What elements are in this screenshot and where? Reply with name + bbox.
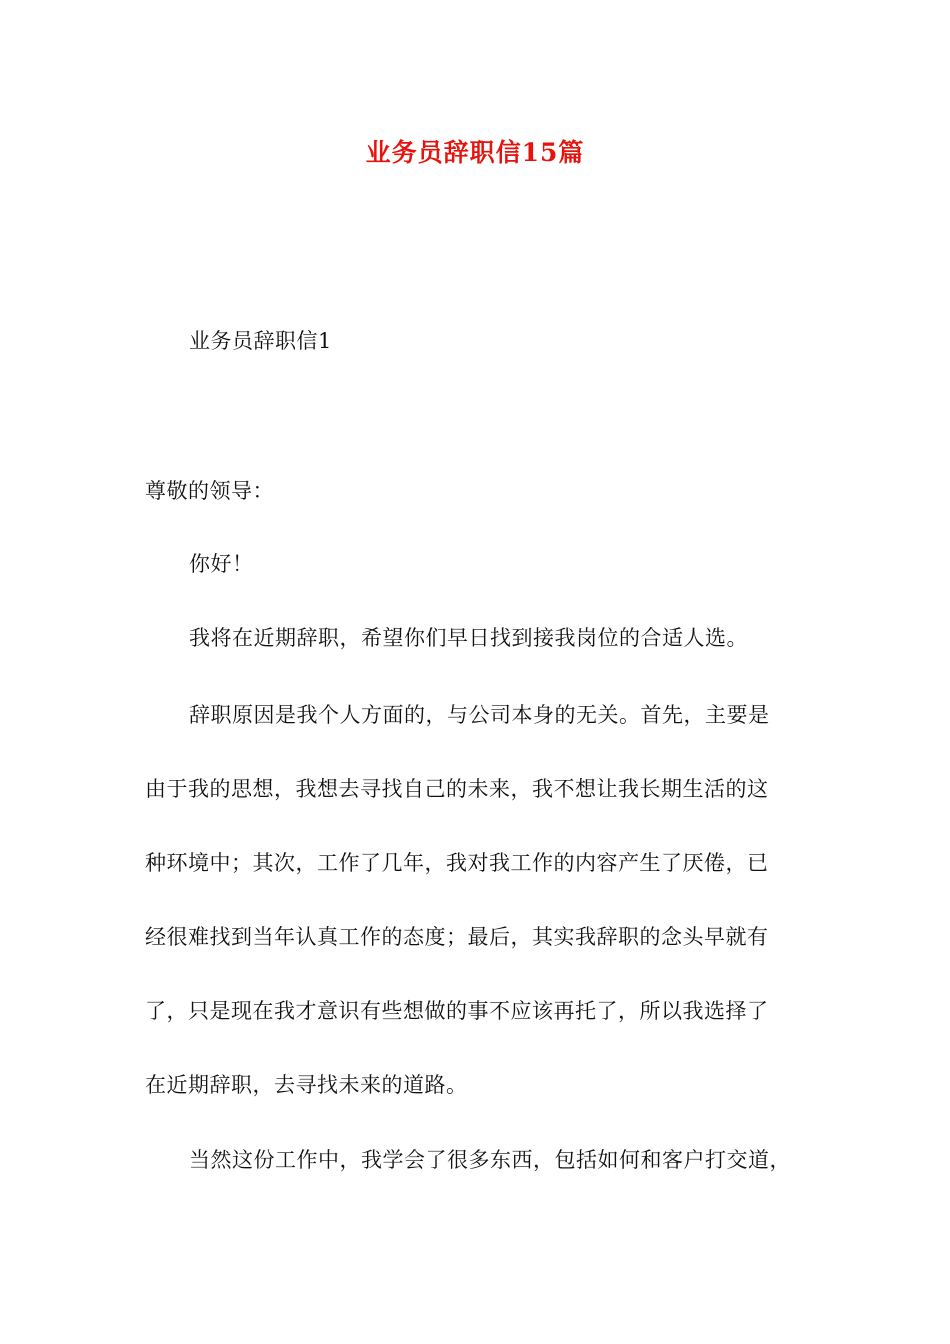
paragraph-line: 种环境中；其次，工作了几年，我对我工作的内容产生了厌倦，已 — [145, 851, 769, 875]
paragraph-line: 了，只是现在我才意识有些想做的事不应该再托了，所以我选择了 — [145, 999, 769, 1023]
greeting: 你好！ — [189, 552, 254, 576]
paragraph-line: 经很难找到当年认真工作的态度；最后，其实我辞职的念头早就有 — [145, 925, 769, 949]
paragraph-line: 我将在近期辞职，希望你们早日找到接我岗位的合适人选。 — [189, 626, 748, 650]
paragraph-line: 当然这份工作中，我学会了很多东西，包括如何和客户打交道， — [189, 1148, 791, 1172]
paragraph-line: 由于我的思想，我想去寻找自己的未来，我不想让我长期生活的这 — [145, 777, 769, 801]
section-heading: 业务员辞职信1 — [189, 329, 332, 353]
salutation: 尊敬的领导： — [145, 479, 274, 503]
document-title: 业务员辞职信15篇 — [365, 138, 585, 167]
paragraph-line: 在近期辞职，去寻找未来的道路。 — [145, 1073, 468, 1097]
paragraph-line: 辞职原因是我个人方面的，与公司本身的无关。首先，主要是 — [189, 703, 770, 727]
